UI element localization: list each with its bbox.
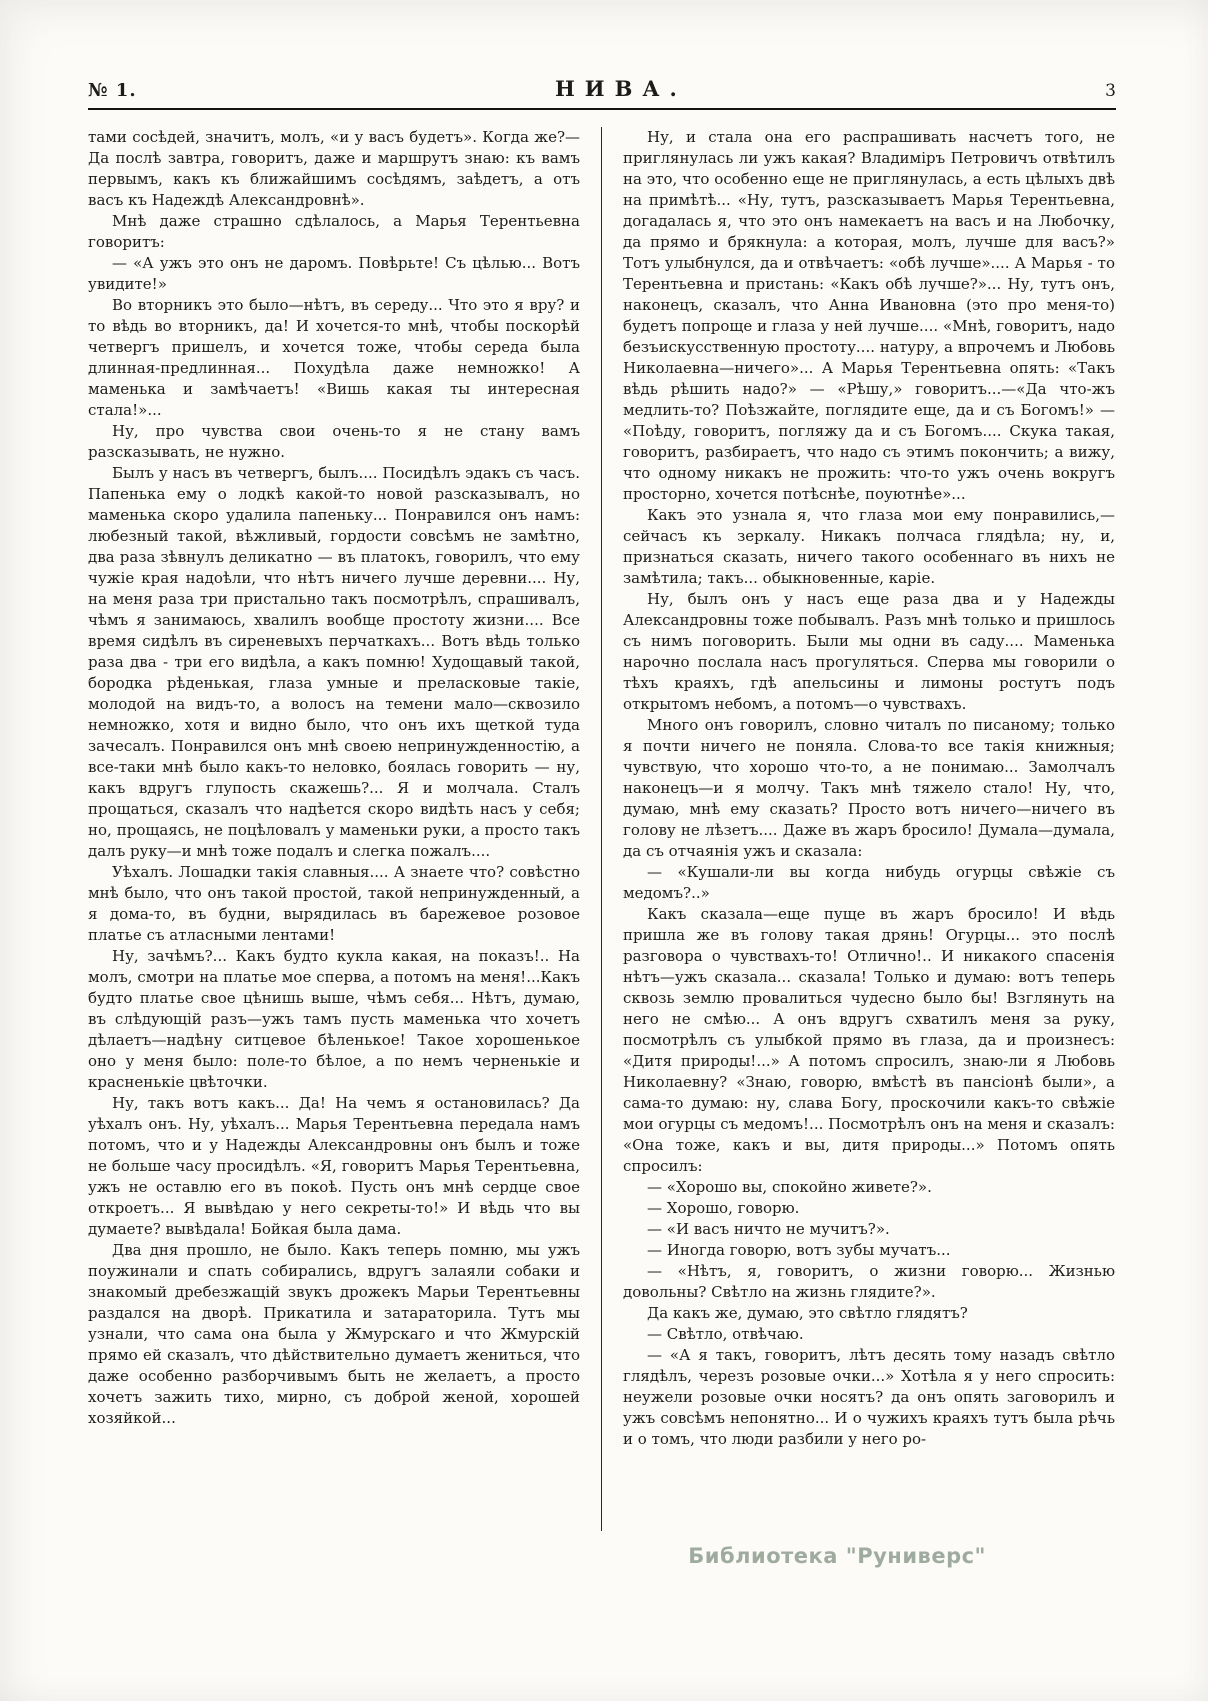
paragraph: Уѣхалъ. Лошадки такія славныя.... А знаете что? совѣстно мнѣ было, что онъ такой простой, такой непринужденный, а я дома-то, въ будни, вырядилась въ барежевое розовое платье съ атласными лентами! — [88, 863, 580, 944]
paragraph: Да какъ же, думаю, это свѣтло глядятъ? — [647, 1304, 968, 1322]
paragraph: Во вторникъ это было—нѣтъ, въ середу... Что это я вру? и то вѣдь во вторникъ, да! И хочется-то мнѣ, чтобы поскорѣй четвергъ пришелъ, и хочется тоже, чтобы середа была длинная-предлинная... Похудѣла даже немножко! А маменька и замѣчаетъ! «Вишь какая ты интересная стала!»... — [88, 296, 580, 419]
paragraph: Мнѣ даже страшно сдѣлалось, а Марья Терентьевна говоритъ: — [88, 212, 580, 251]
paragraph: — Иногда говорю, вотъ зубы мучатъ... — [647, 1241, 951, 1259]
page-header — [88, 76, 1116, 101]
header-rule — [88, 108, 1116, 110]
paragraph: Какъ сказала—еще пуще въ жаръ бросило! И вѣдь пришла же въ голову такая дрянь! Огурцы... это послѣ разговора о чувствахъ-то! Отлично!.. И никакого спасенія нѣтъ—ужъ сказала... сказала! Только и думаю: вотъ теперь сквозь землю провалиться чудесно было бы! Взглянуть на него не смѣю... А онъ вдругъ схватилъ меня за руку, посмотрѣлъ съ улыбкой прямо въ глаза, да и произнесъ: «Дитя природы!...» А потомъ спросилъ, знаю-ли я Любовь Николаевну? «Знаю, говорю, вмѣстѣ въ пансіонѣ были», а сама-то думаю: ну, слава Богу, проскочили какъ-то свѣжіе мои огурцы съ медомъ!... Посмотрѣлъ онъ на меня и сказалъ: «Она тоже, какъ и вы, дитя природы...» Потомъ опять спросилъ: — [623, 905, 1115, 1175]
paragraph: Былъ у насъ въ четвергъ, былъ.... Посидѣлъ эдакъ съ часъ. Папенька ему о лодкѣ какой-то новой разсказывалъ, но маменька скоро удалила папеньку... Понравился онъ намъ: любезный такой, вѣжливый, гордости совсѣмъ не замѣтно, два раза зѣвнулъ деликатно — въ платокъ, говорилъ, что ему чужіе края надоѣли, что нѣтъ ничего лучше деревни.... Ну, на меня раза три пристально такъ посмотрѣлъ, спрашивалъ, чѣмъ я занимаюсь, хвалилъ вообще простоту жизни.... Все время сидѣлъ въ сиреневыхъ перчаткахъ... Вотъ вѣдь только раза два - три его видѣла, а какъ помню! Худощавый такой, бородка рѣденькая, глаза умные и преласковые такіе, молодой на видъ-то, а волосъ на темени мало—сквозило немножко, хотя и видно было, что онъ ихъ щеткой туда зачесалъ. Понравился онъ мнѣ своею непринужденностію, а все-таки мнѣ было какъ-то неловко, боялась говорить — ну, какъ вдругъ глупость скажешь?... Я и молчала. Сталъ прощаться, сказалъ что надѣется скоро видѣть насъ у себя; но, прощаясь, не поцѣловалъ у маменьки руки, а просто такъ далъ руку—и мнѣ тоже подалъ и слегка пожалъ.... — [88, 464, 580, 860]
paragraph: тами сосѣдей, значитъ, молъ, «и у васъ будетъ». Когда же?—Да послѣ завтра, говоритъ, даже и маршрутъ знаю: къ вамъ первымъ, какъ къ ближайшимъ сосѣдямъ, заѣдетъ, а отъ васъ къ Надеждѣ Александровнѣ». — [88, 128, 580, 209]
paragraph: Ну, про чувства свои очень-то я не стану вамъ разсказывать, не нужно. — [88, 422, 580, 461]
paragraph: Ну, такъ вотъ какъ... Да! На чемъ я остановилась? Да уѣхалъ онъ. Ну, уѣхалъ... Марья Терентьевна передала намъ потомъ, что и у Надежды Александровны онъ былъ и тоже не больше часу просидѣлъ. «Я, говоритъ Марья Терентьевна, ужъ не оставлю его въ покоѣ. Пусть онъ мнѣ сердце свое откроетъ... Я вывѣдаю у него секреты-то!» И вѣдь что вы думаете? вывѣдала! Бойкая была дама. — [88, 1094, 580, 1238]
paragraph: Два дня прошло, не было. Какъ теперь помню, мы ужъ поужинали и спать собирались, вдругъ залаяли собаки и знакомый дребезжащій звукъ дрожекъ Марьи Терентьевны раздался на дворѣ. Прикатила и затараторила. Тутъ мы узнали, что сама она была у Жмурскаго и что Жмурскій прямо ей сказалъ, что дѣйствительно думаетъ жениться, что даже особенно разборчивымъ быть не желаетъ, а просто хочетъ зажить тихо, мирно, съ доброй женой, хорошей хозяйкой... — [88, 1241, 580, 1427]
text-columns — [88, 127, 1116, 1531]
paragraph: Много онъ говорилъ, словно читалъ по писаному; только я почти ничего не поняла. Слова-то все такія книжныя; чувствую, что хорошо что-то, а не понимаю... Замолчалъ наконецъ—и я молчу. Такъ мнѣ тяжело стало! Ну, что, думаю, мнѣ ему сказать? Просто вотъ ничего—ничего въ голову не лѣзетъ.... Даже въ жаръ бросило! Думала—думала, да съ отчаянія ужъ и сказала: — [623, 716, 1115, 860]
issue-number: № 1. — [88, 80, 137, 101]
watermark: Библиотека "Руниверс" — [688, 1544, 986, 1568]
paragraph: Ну, зачѣмъ?... Какъ будто кукла какая, на показъ!.. На молъ, смотри на платье мое сперва, а потомъ на меня!...Какъ будто платье свое цѣнишь выше, чѣмъ себя... Нѣтъ, думаю, въ слѣдующій разъ—ужъ тамъ пусть маменька что хочетъ дѣлаетъ—надѣну ситцевое бѣленькое! Такое хорошенькое оно у меня было: поле-то бѣлое, а по немъ черненькіе и красненькіе цвѣточки. — [88, 947, 580, 1091]
paragraph: Ну, былъ онъ у насъ еще раза два и у Надежды Александровны тоже побывалъ. Разъ мнѣ только и пришлось съ нимъ поговорить. Были мы одни въ саду.... Маменька нарочно послала насъ прогуляться. Сперва мы говорили о тѣхъ краяхъ, гдѣ апельсины и лимоны ростутъ подъ открытомъ небомъ, а потомъ—о чувствахъ. — [623, 590, 1115, 713]
right-column — [623, 127, 1115, 1531]
paragraph: — «А ужъ это онъ не даромъ. Повѣрьте! Съ цѣлью... Вотъ увидите!» — [88, 254, 580, 293]
paragraph: — «И васъ ничто не мучитъ?». — [647, 1220, 890, 1238]
paragraph: — Свѣтло, отвѣчаю. — [647, 1325, 804, 1343]
left-column — [88, 127, 580, 1531]
paragraph: Ну, и стала она его распрашивать насчетъ того, не приглянулась ли ужъ какая? Владиміръ Петровичъ отвѣтилъ на это, что особенно еще не приглянулась, а есть цѣлыхъ двѣ на примѣтѣ... «Ну, тутъ, разсказываетъ Марья Терентьевна, догадалась я, что это онъ намекаетъ на васъ и на Любочку, да прямо и брякнула: а которая, молъ, лучше для васъ?» Тотъ улыбнулся, да и отвѣчаетъ: «обѣ лучше».... А Марья - то Терентьевна и пристань: «Какъ обѣ лучше?»... Ну, тутъ онъ, наконецъ, сказалъ, что Анна Ивановна (это про меня-то) будетъ попроще и глаза у ней лучше.... «Мнѣ, говоритъ, надо безъискусственную простоту.... натуру, а впрочемъ и Любовь Николаевна—ничего»... А Марья Терентьевна опять: «Такъ вѣдь рѣшить надо?» — «Рѣшу,» говоритъ...—«Да что-жъ медлить-то? Поѣзжайте, поглядите еще, да и съ Богомъ!» — «Поѣду, говоритъ, погляжу да и съ Богомъ.... Скука такая, говоритъ, разбираетъ, что надо съ этимъ покончить; а вижу, что одному никакъ не прожить: что-то ужъ очень вокругъ просторно, хочется потѣснѣе, поуютнѣе»... — [623, 128, 1115, 503]
paragraph: — «Нѣтъ, я, говоритъ, о жизни говорю... Жизнью довольны? Свѣтло на жизнь глядите?». — [623, 1262, 1115, 1301]
column-divider — [601, 127, 602, 1531]
magazine-title: НИВА. — [554, 76, 687, 101]
paragraph: Какъ это узнала я, что глаза мои ему понравились,—сейчасъ къ зеркалу. Никакъ полчаса глядѣла; ну, и, признаться сказать, ничего такого особеннаго въ нихъ не замѣтила; такъ... обыкновенные, каріе. — [623, 506, 1115, 587]
page-number: 3 — [1105, 81, 1116, 101]
paragraph: — Хорошо, говорю. — [647, 1199, 800, 1217]
paragraph: — «Кушали-ли вы когда нибудь огурцы свѣжіе съ медомъ?..» — [623, 863, 1115, 902]
paragraph: — «Хорошо вы, спокойно живете?». — [647, 1178, 932, 1196]
paragraph: — «А я такъ, говоритъ, лѣтъ десять тому назадъ свѣтло глядѣлъ, черезъ розовые очки...» Хотѣла я у него спросить: неужели розовые очки носятъ? да онъ опять заговорилъ и ужъ совсѣмъ непонятно... И о чужихъ краяхъ тутъ была рѣчь и о томъ, что люди разбили у него ро- — [623, 1346, 1115, 1448]
